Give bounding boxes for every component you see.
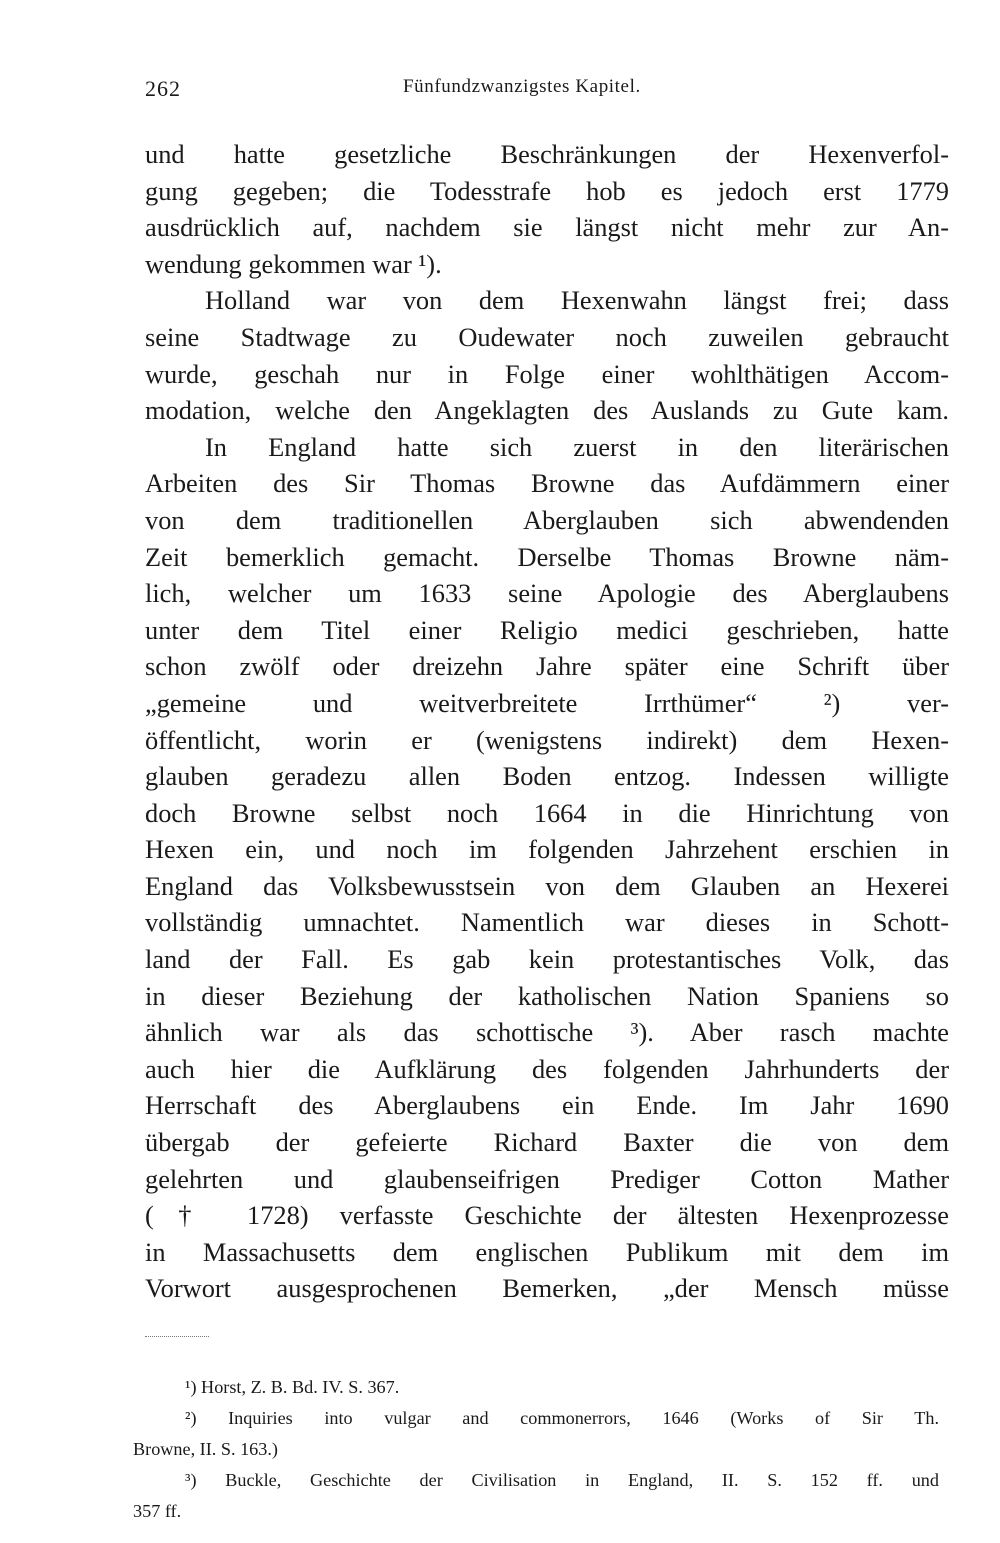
text-line: doch Browne selbst noch 1664 in die Hinrichtung von [145,797,949,828]
text-line: auch hier die Aufklärung des folgenden Jahrhunderts der [145,1053,949,1084]
text-line: Herrschaft des Aberglaubens ein Ende. Im Jahr 1690 [145,1090,949,1121]
footnote-line: Browne, II. S. 163.) [133,1439,278,1459]
text-line: in Massachusetts dem englischen Publikum mit dem im [145,1236,949,1267]
text-line: wurde, geschah nur in Folge einer wohlthätigen Accom- [145,358,949,389]
text-line: England das Volksbewusstsein von dem Glauben an Hexerei [145,870,949,901]
text-line: Hexen ein, und noch im folgenden Jahrzehent erschien in [145,834,949,865]
text-line: Holland war von dem Hexenwahn längst frei; dass [205,285,949,316]
text-line: öffentlicht, worin er (wenigstens indirekt) dem Hexen- [145,724,949,755]
text-line: In England hatte sich zuerst in den literärischen [205,431,949,462]
text-line: gelehrten und glaubenseifrigen Prediger Cotton Mather [145,1163,949,1194]
text-line: lich, welcher um 1633 seine Apologie des Aberglaubens [145,578,949,609]
footnote-line: ³) Buckle, Geschichte der Civilisation in England, II. S. 152 ff. und [185,1470,939,1490]
text-line: unter dem Titel einer Religio medici geschrieben, hatte [145,614,949,645]
text-line: übergab der gefeierte Richard Baxter die von dem [145,1127,949,1158]
text-line: land der Fall. Es gab kein protestantisches Volk, das [145,944,949,975]
text-line: von dem traditionellen Aberglauben sich abwendenden [145,504,949,535]
footnotes [133,1372,939,1527]
text-line: schon zwölf oder dreizehn Jahre später eine Schrift über [145,651,949,682]
text-line: († 1728) verfasste Geschichte der ältesten Hexenprozesse [145,1200,949,1231]
text-line: ähnlich war als das schottische ³). Aber rasch machte [145,1017,949,1048]
text-line: vollständig umnachtet. Namentlich war dieses in Schott- [145,907,949,938]
page-header [145,76,905,108]
footnote-separator [145,1336,209,1337]
text-line: modation, welche den Angeklagten des Auslands zu Gute kam. [145,395,949,426]
text-line: und hatte gesetzliche Beschränkungen der Hexenverfol- [145,139,949,169]
text-line: Vorwort ausgesprochenen Bemerken, „der Mensch müsse [145,1273,949,1304]
text-line: „gemeine und weitverbreitete Irrthümer“ ²) ver- [145,687,949,718]
text-line: in dieser Beziehung der katholischen Nation Spaniens so [145,980,949,1011]
footnote-line: ²) Inquiries into vulgar and commonerrors, 1646 (Works of Sir Th. [185,1408,939,1428]
text-line: Zeit bemerklich gemacht. Derselbe Thomas Browne näm- [145,541,949,572]
text-line: wendung gekommen war ¹). [145,248,442,279]
text-line: glauben geradezu allen Boden entzog. Indessen willigte [145,761,949,792]
body-text [145,136,949,1307]
text-line: gung gegeben; die Todesstrafe hob es jedoch erst 1779 [145,175,949,206]
text-line: seine Stadtwage zu Oudewater noch zuweilen gebraucht [145,321,949,352]
footnote-line: ¹) Horst, Z. B. Bd. IV. S. 367. [185,1377,400,1397]
text-line: ausdrücklich auf, nachdem sie längst nicht mehr zur An- [145,212,949,243]
page-number: 262 [145,76,181,101]
text-line: Arbeiten des Sir Thomas Browne das Aufdämmern einer [145,468,949,499]
running-head: Fünfundzwanzigstes Kapitel. [403,76,641,97]
footnote-line: 357 ff. [133,1501,182,1521]
